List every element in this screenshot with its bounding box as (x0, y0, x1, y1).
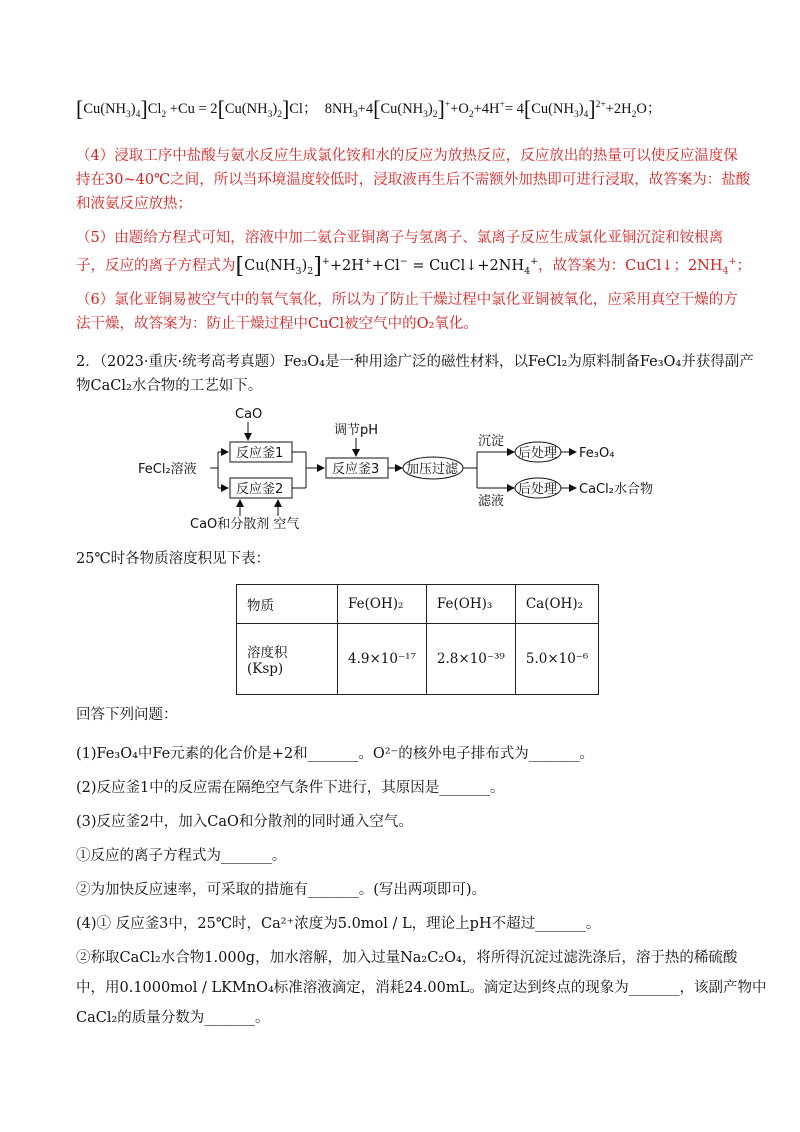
table-cell: 5.0×10⁻⁶ (515, 624, 599, 695)
solubility-table (236, 584, 599, 695)
flow-filter: 加压过滤 (406, 462, 459, 477)
question-4b-line1: ②称取CaCl₂水合物1.000g，加水溶解，加入过量Na₂C₂O₄，将所得沉淀过滤洗涤后，溶于热的稀硫酸 (76, 950, 738, 966)
process-flowchart (130, 400, 690, 540)
question2-intro-line2: 物CaCl₂水合物的工艺如下。 (76, 378, 263, 394)
table-cell: 4.9×10⁻¹⁷ (338, 624, 427, 695)
table-header-cell: Ca(OH)₂ (515, 585, 599, 624)
flow-post1: 后处理 (518, 446, 558, 461)
flow-precipitate: 沉淀 (478, 434, 505, 449)
flow-product2: CaCl₂水合物 (579, 482, 653, 497)
question-4b-line3: CaCl₂的质量分数为_______。 (76, 1010, 270, 1026)
table-header-cell: Fe(OH)₂ (338, 585, 427, 624)
flow-post2: 后处理 (518, 482, 558, 497)
flow-cao-top: CaO (235, 407, 263, 422)
table-header-cell: Fe(OH)₃ (426, 585, 515, 624)
table-intro: 25℃时各物质溶度积见下表： (76, 551, 271, 567)
question-3b: ②为加快反应速率，可采取的措施有_______。(写出两项即可)。 (76, 882, 487, 898)
table-header-row (237, 585, 599, 624)
para6-line2: 法干燥，故答案为：防止干燥过程中CuCl被空气中的O₂氧化。 (76, 316, 478, 332)
table-cell: 溶度积 (Ksp) (237, 624, 338, 695)
para4-line3: 和液氨反应放热； (76, 196, 192, 212)
flow-reactor2: 反应釜2 (236, 482, 284, 497)
para5-line1: （5）由题给方程式可知，溶液中加二氨合亚铜离子与氢离子、氯离子反应生成氯化亚铜沉淀和铵根离 (76, 230, 724, 246)
flow-feed: FeCl₂溶液 (138, 462, 197, 477)
answer-prompt: 回答下列问题： (76, 707, 178, 723)
question-4b-line2: 中，用0.1000mol / LKMnO₄标准溶液滴定，消耗24.00mL。滴定达到终点的现象为_______，该副产物中 (76, 980, 767, 996)
table-cell: 2.8×10⁻³⁹ (426, 624, 515, 695)
flow-reactor1: 反应釜1 (236, 446, 284, 461)
equation-line: $[Cu(NH_3)_4]Cl_2 +Cu = 2[Cu(NH_3)_2]Cl$； $8NH_3+4[Cu(NH_3)_2]^++O_2+4H^+= 4[Cu(NH_3)_4]^{2+}+2H_2O$； (76, 96, 662, 121)
question2-intro-line1: 2．（2023·重庆·统考高考真题）Fe₃O₄是一种用途广泛的磁性材料，以FeCl₂为原料制备Fe₃O₄并获得副产 (76, 354, 754, 370)
flow-bottom-inputs: CaO和分散剂 空气 (190, 517, 300, 532)
flow-product1: Fe₃O₄ (579, 446, 615, 461)
question-4a: (4)① 反应釜3中，25℃时，Ca²⁺浓度为5.0mol / L，理论上pH不超过_______。 (76, 916, 601, 932)
table-row (237, 624, 599, 695)
question-3: (3)反应釜2中，加入CaO和分散剂的同时通入空气。 (76, 814, 413, 830)
flow-reactor3: 反应釜3 (332, 462, 380, 477)
para5-line2: 子，反应的离子方程式为$[Cu(NH_3)_2]^++2H^++Cl^-$ = $CuCl↓+2NH_4^+$，故答案为：CuCl↓；$2NH_4^+$； (76, 253, 752, 279)
question-1: (1)Fe₃O₄中Fe元素的化合价是+2和_______。O²⁻的核外电子排布式为_______。 (76, 746, 594, 762)
question-2: (2)反应釜1中的反应需在隔绝空气条件下进行，其原因是_______。 (76, 780, 505, 796)
flow-ph: 调节pH (334, 423, 379, 438)
table-header-cell: 物质 (237, 585, 338, 624)
para4-line1: （4）浸取工序中盐酸与氨水反应生成氯化铵和水的反应为放热反应，反应放出的热量可以使反应温度保 (76, 148, 738, 164)
question-3a: ①反应的离子方程式为_______。 (76, 848, 287, 864)
para6-line1: （6）氯化亚铜易被空气中的氧气氧化，所以为了防止干燥过程中氯化亚铜被氧化，应采用真空干燥的方 (76, 292, 738, 308)
para4-line2: 持在30~40℃之间，所以当环境温度较低时，浸取液再生后不需额外加热即可进行浸取，故答案为：盐酸 (76, 172, 751, 188)
flow-filtrate: 滤液 (478, 494, 505, 509)
